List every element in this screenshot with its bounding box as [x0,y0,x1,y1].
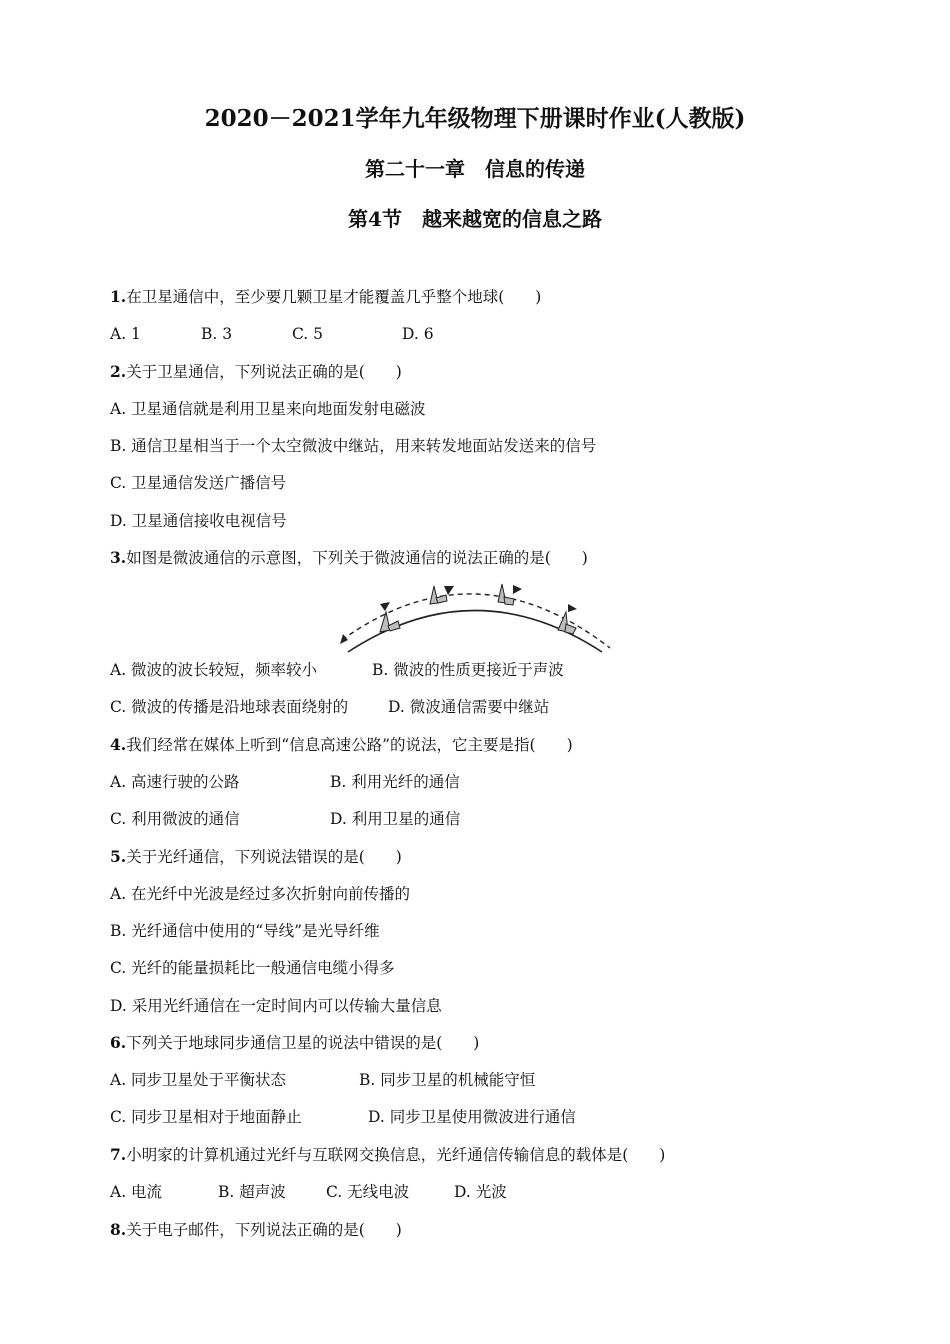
question-1: 1.在卫星通信中，至少要几颗卫星才能覆盖几乎整个地球( ) [110,287,542,306]
question-2: 2.关于卫星通信，下列说法正确的是( ) [110,362,402,381]
option: C. 光纤的能量损耗比一般通信电缆小得多 [110,959,395,977]
option: B. 微波的性质更接近于声波 [372,661,564,679]
option: B. 通信卫星相当于一个太空微波中继站，用来转发地面站发送来的信号 [110,437,597,455]
section-title: 第4节 越来越宽的信息之路 [348,207,602,231]
arrowhead-icon [568,604,577,612]
question-5: 5.关于光纤通信，下列说法错误的是( ) [110,847,402,866]
option: C. 利用微波的通信 [110,810,240,828]
option: D. 光波 [454,1183,507,1201]
option: B. 同步卫星的机械能守恒 [359,1071,536,1089]
option: B. 利用光纤的通信 [330,773,460,791]
option: A. 电流 [110,1183,163,1201]
question-6: 6.下列关于地球同步通信卫星的说法中错误的是( ) [110,1033,480,1052]
option: A. 卫星通信就是利用卫星来向地面发射电磁波 [110,400,426,418]
option: D. 利用卫星的通信 [330,810,461,828]
relay-station [498,584,514,605]
option: A. 微波的波长较短，频率较小 [110,661,318,679]
option: C. 同步卫星相对于地面静止 [110,1108,302,1126]
arrowhead-icon [340,634,348,644]
question-7: 7.小明家的计算机通过光纤与互联网交换信息，光纤通信传输信息的载体是( ) [110,1145,666,1164]
question-3: 3.如图是微波通信的示意图，下列关于微波通信的说法正确的是( ) [110,548,588,567]
option: A. 高速行驶的公路 [110,773,240,791]
option: D. 采用光纤通信在一定时间内可以传输大量信息 [110,997,442,1015]
microwave-path [342,594,610,648]
option: D. 同步卫星使用微波进行通信 [368,1108,576,1126]
arrowhead-icon [444,586,454,595]
arrowhead-icon [380,602,390,611]
option: C. 卫星通信发送广播信号 [110,474,287,492]
option: B. 超声波 [218,1183,286,1201]
option: B. 3 [201,325,233,343]
option: D. 微波通信需要中继站 [388,698,550,716]
option: A. 1 [110,325,141,343]
option: B. 光纤通信中使用的“导线”是光导纤维 [110,922,380,940]
question-4: 4.我们经常在媒体上听到“信息高速公路”的说法，它主要是指( ) [110,735,573,754]
arrowhead-icon [513,585,522,594]
chapter-title: 第二十一章 信息的传递 [365,157,585,181]
option: C. 无线电波 [326,1183,410,1201]
option: D. 6 [402,325,434,343]
option: A. 在光纤中光波是经过多次折射向前传播的 [110,885,411,903]
microwave-relay-diagram [330,574,620,654]
option: C. 微波的传播是沿地球表面绕射的 [110,698,349,716]
document-title: 2020－2021学年九年级物理下册课时作业(人教版) [204,105,746,132]
option: D. 卫星通信接收电视信号 [110,512,287,530]
option: C. 5 [292,325,324,343]
relay-station [430,586,447,604]
question-8: 8.关于电子邮件，下列说法正确的是( ) [110,1220,402,1239]
option: A. 同步卫星处于平衡状态 [110,1071,287,1089]
